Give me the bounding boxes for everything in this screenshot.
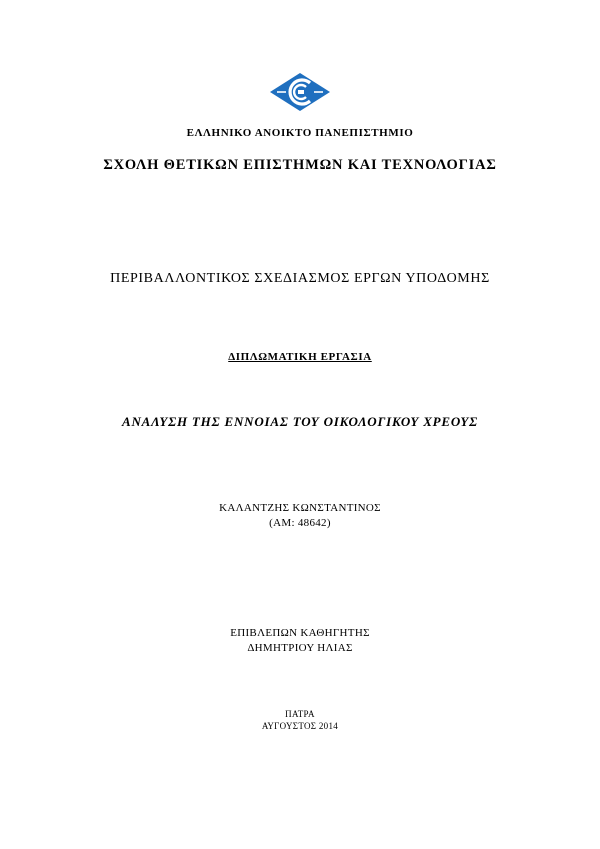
author-name: ΚΑΛΑΝΤΖΗΣ ΚΩΝΣΤΑΝΤΙΝΟΣ <box>219 502 381 514</box>
program-name: ΠΕΡΙΒΑΛΛΟΝΤΙΚΟΣ ΣΧΕΔΙΑΣΜΟΣ ΕΡΓΩΝ ΥΠΟΔΟΜΗΣ <box>110 271 490 286</box>
author-id: (ΑΜ: 48642) <box>269 517 331 529</box>
eap-logo-icon <box>269 72 331 112</box>
supervisor-name: ΔΗΜΗΤΡΙΟΥ ΗΛΙΑΣ <box>247 642 353 654</box>
city: ΠΑΤΡΑ <box>285 709 315 719</box>
school-name: ΣΧΟΛΗ ΘΕΤΙΚΩΝ ΕΠΙΣΤΗΜΩΝ ΚΑΙ ΤΕΧΝΟΛΟΓΙΑΣ <box>103 157 497 173</box>
university-name: ΕΛΛΗΝΙΚΟ ΑΝΟΙΚΤΟ ΠΑΝΕΠΙΣΤΗΜΙΟ <box>186 127 414 139</box>
supervisor-label: ΕΠΙΒΛΕΠΩΝ ΚΑΘΗΓΗΤΗΣ <box>230 627 370 639</box>
thesis-title: ΑΝΑΛΥΣΗ ΤΗΣ ΕΝΝΟΙΑΣ ΤΟΥ ΟΙΚΟΛΟΓΙΚΟΥ ΧΡΕΟΥΣ <box>121 414 479 429</box>
thesis-type: ΔΙΠΛΩΜΑΤΙΚΗ ΕΡΓΑΣΙΑ <box>228 351 372 363</box>
date: ΑΥΓΟΥΣΤΟΣ 2014 <box>261 721 339 731</box>
